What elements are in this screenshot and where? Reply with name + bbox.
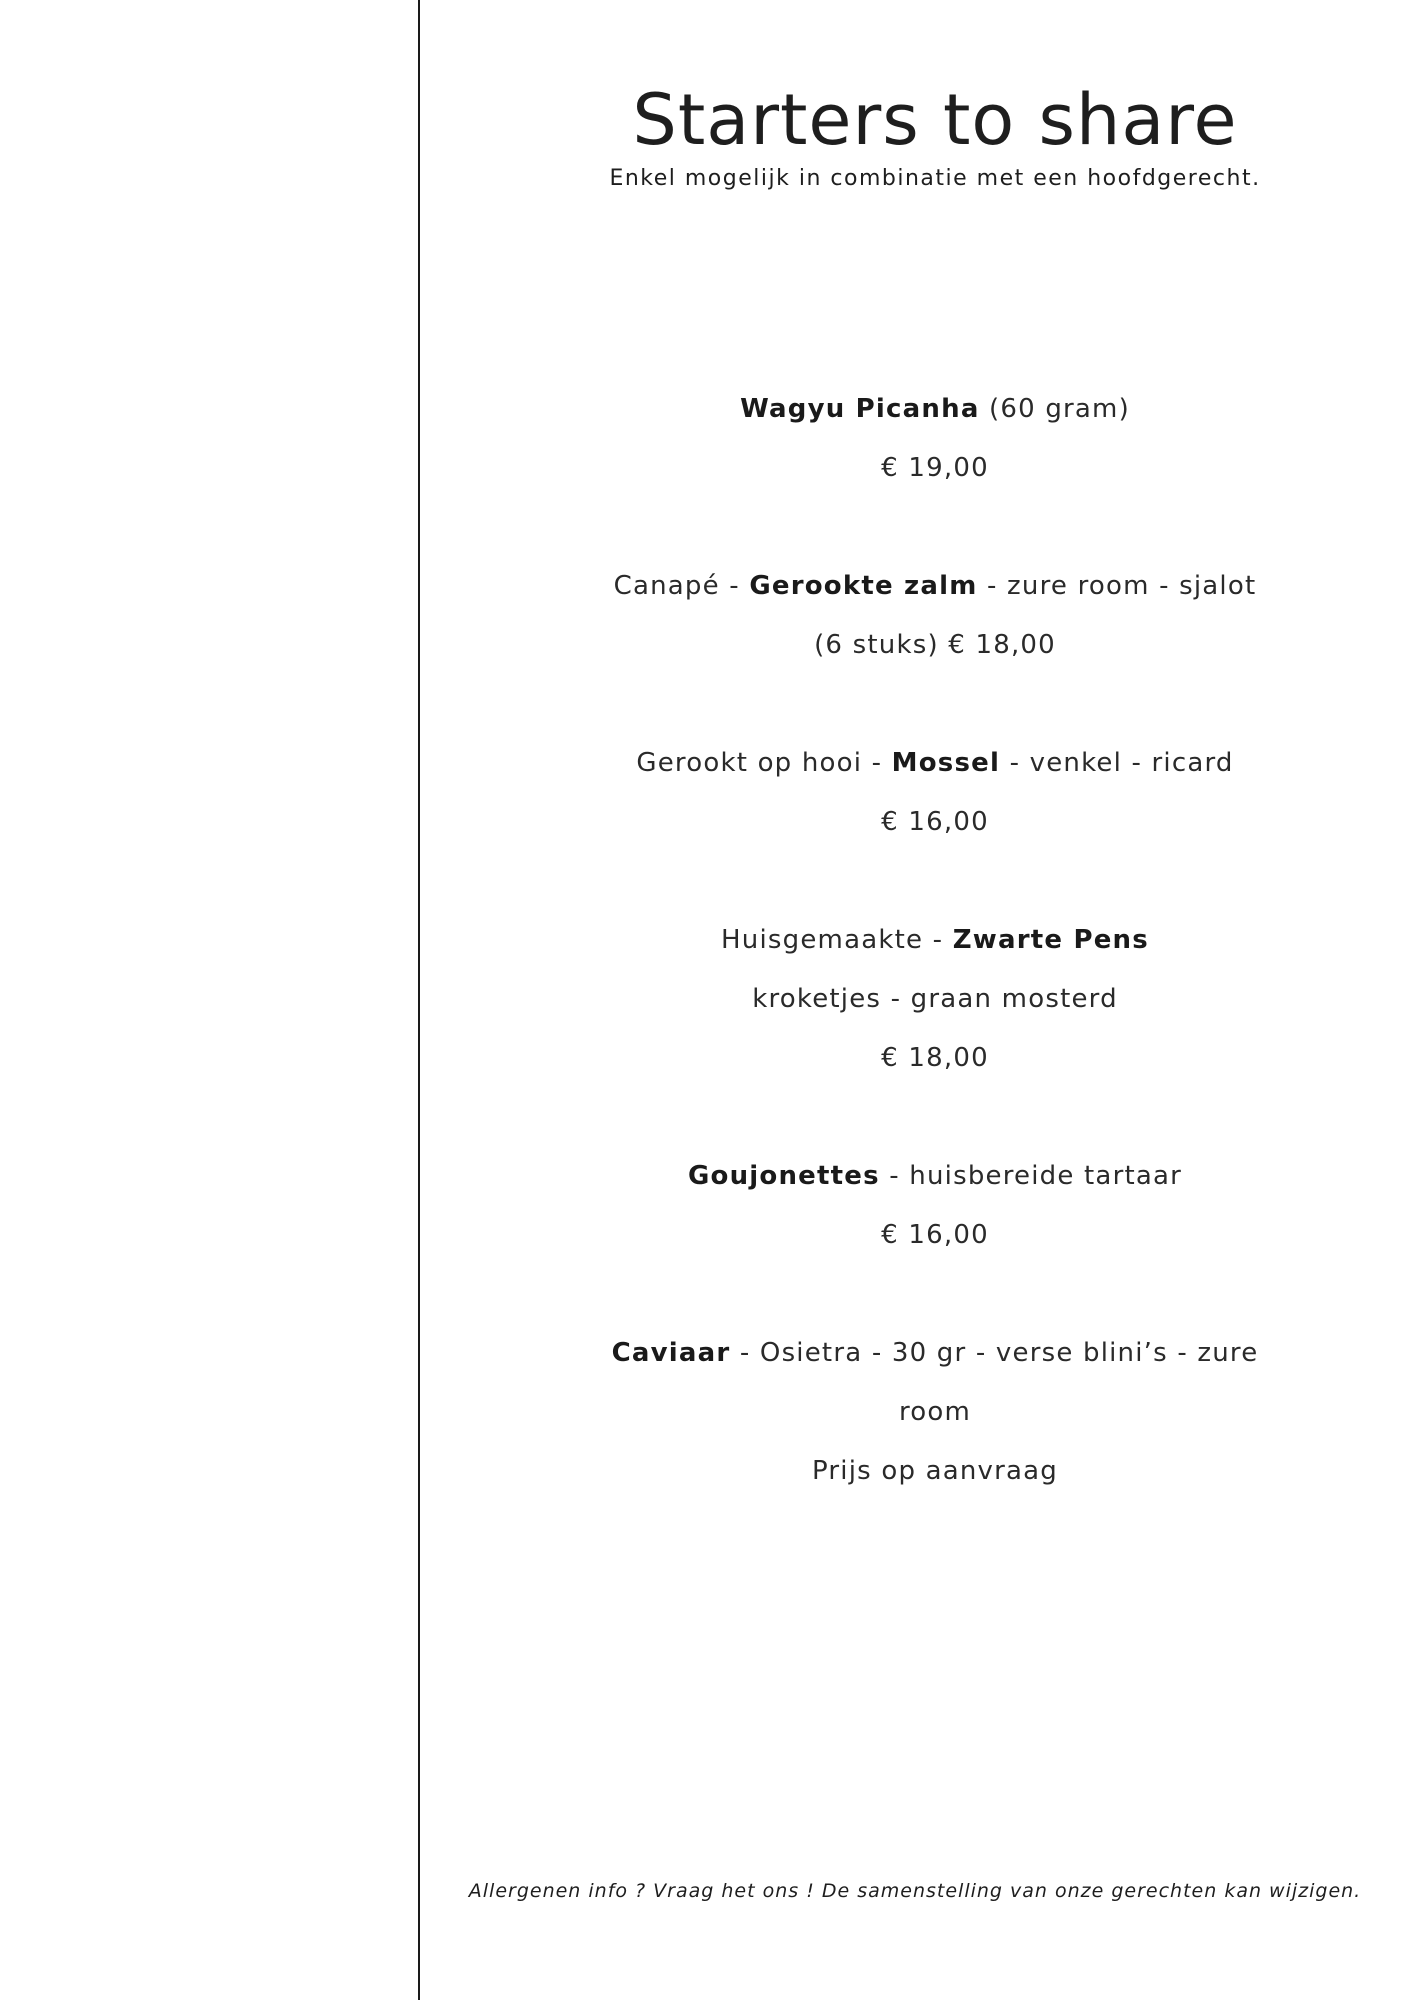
dish-prefix: Gerookt op hooi - (636, 748, 892, 778)
menu-item-title (535, 1147, 1335, 1206)
menu-item-wagyu-picanha (535, 380, 1335, 498)
dish-suffix: - zure room - sjalot (977, 571, 1257, 601)
menu-item-goujonettes (535, 1147, 1335, 1265)
menu-item-gerookte-zalm (535, 557, 1335, 675)
page-subtitle: Enkel mogelijk in combinatie met een hoofdgerecht. (609, 166, 1261, 191)
allergen-footer-note: Allergenen info ? Vraag het ons ! De samenstelling van onze gerechten kan wijzigen. (468, 1880, 1362, 1902)
menu-item-title (535, 734, 1335, 793)
dish-suffix: - huisbereide tartaar (879, 1161, 1183, 1191)
dish-name: Caviaar (611, 1338, 731, 1368)
dish-name: Zwarte Pens (952, 925, 1149, 955)
menu-item-price: € 16,00 (881, 807, 989, 837)
menu-item-price: (6 stuks) € 18,00 (814, 630, 1056, 660)
menu-item-title (535, 911, 1335, 970)
menu-item-title (535, 557, 1335, 616)
menu-item-price: € 19,00 (881, 453, 989, 483)
dish-name: Mossel (891, 748, 1001, 778)
menu-item-caviaar (535, 1324, 1335, 1501)
menu-list (535, 380, 1335, 1560)
dish-prefix: Huisgemaakte - (721, 925, 953, 955)
vertical-divider-line (418, 0, 420, 2000)
dish-suffix: - Osietra - 30 gr - verse blini’s - zure (730, 1338, 1259, 1368)
dish-suffix: - venkel - ricard (1000, 748, 1234, 778)
menu-item-price: € 16,00 (881, 1220, 989, 1250)
dish-name: Gerookte zalm (749, 571, 978, 601)
menu-item-price: Prijs op aanvraag (811, 1456, 1059, 1486)
page-title: Starters to share (632, 79, 1238, 161)
menu-item-detail: kroketjes - graan mosterd (752, 984, 1118, 1014)
dish-name: Wagyu Picanha (740, 394, 980, 424)
menu-item-title (535, 1324, 1335, 1383)
menu-item-price: € 18,00 (881, 1043, 989, 1073)
menu-item-title-continuation: room (898, 1397, 972, 1427)
dish-name: Goujonettes (687, 1161, 880, 1191)
menu-item-zwarte-pens (535, 911, 1335, 1088)
dish-prefix: Canapé - (613, 571, 750, 601)
menu-item-mossel (535, 734, 1335, 852)
dish-suffix: (60 gram) (979, 394, 1130, 424)
menu-item-title (535, 380, 1335, 439)
